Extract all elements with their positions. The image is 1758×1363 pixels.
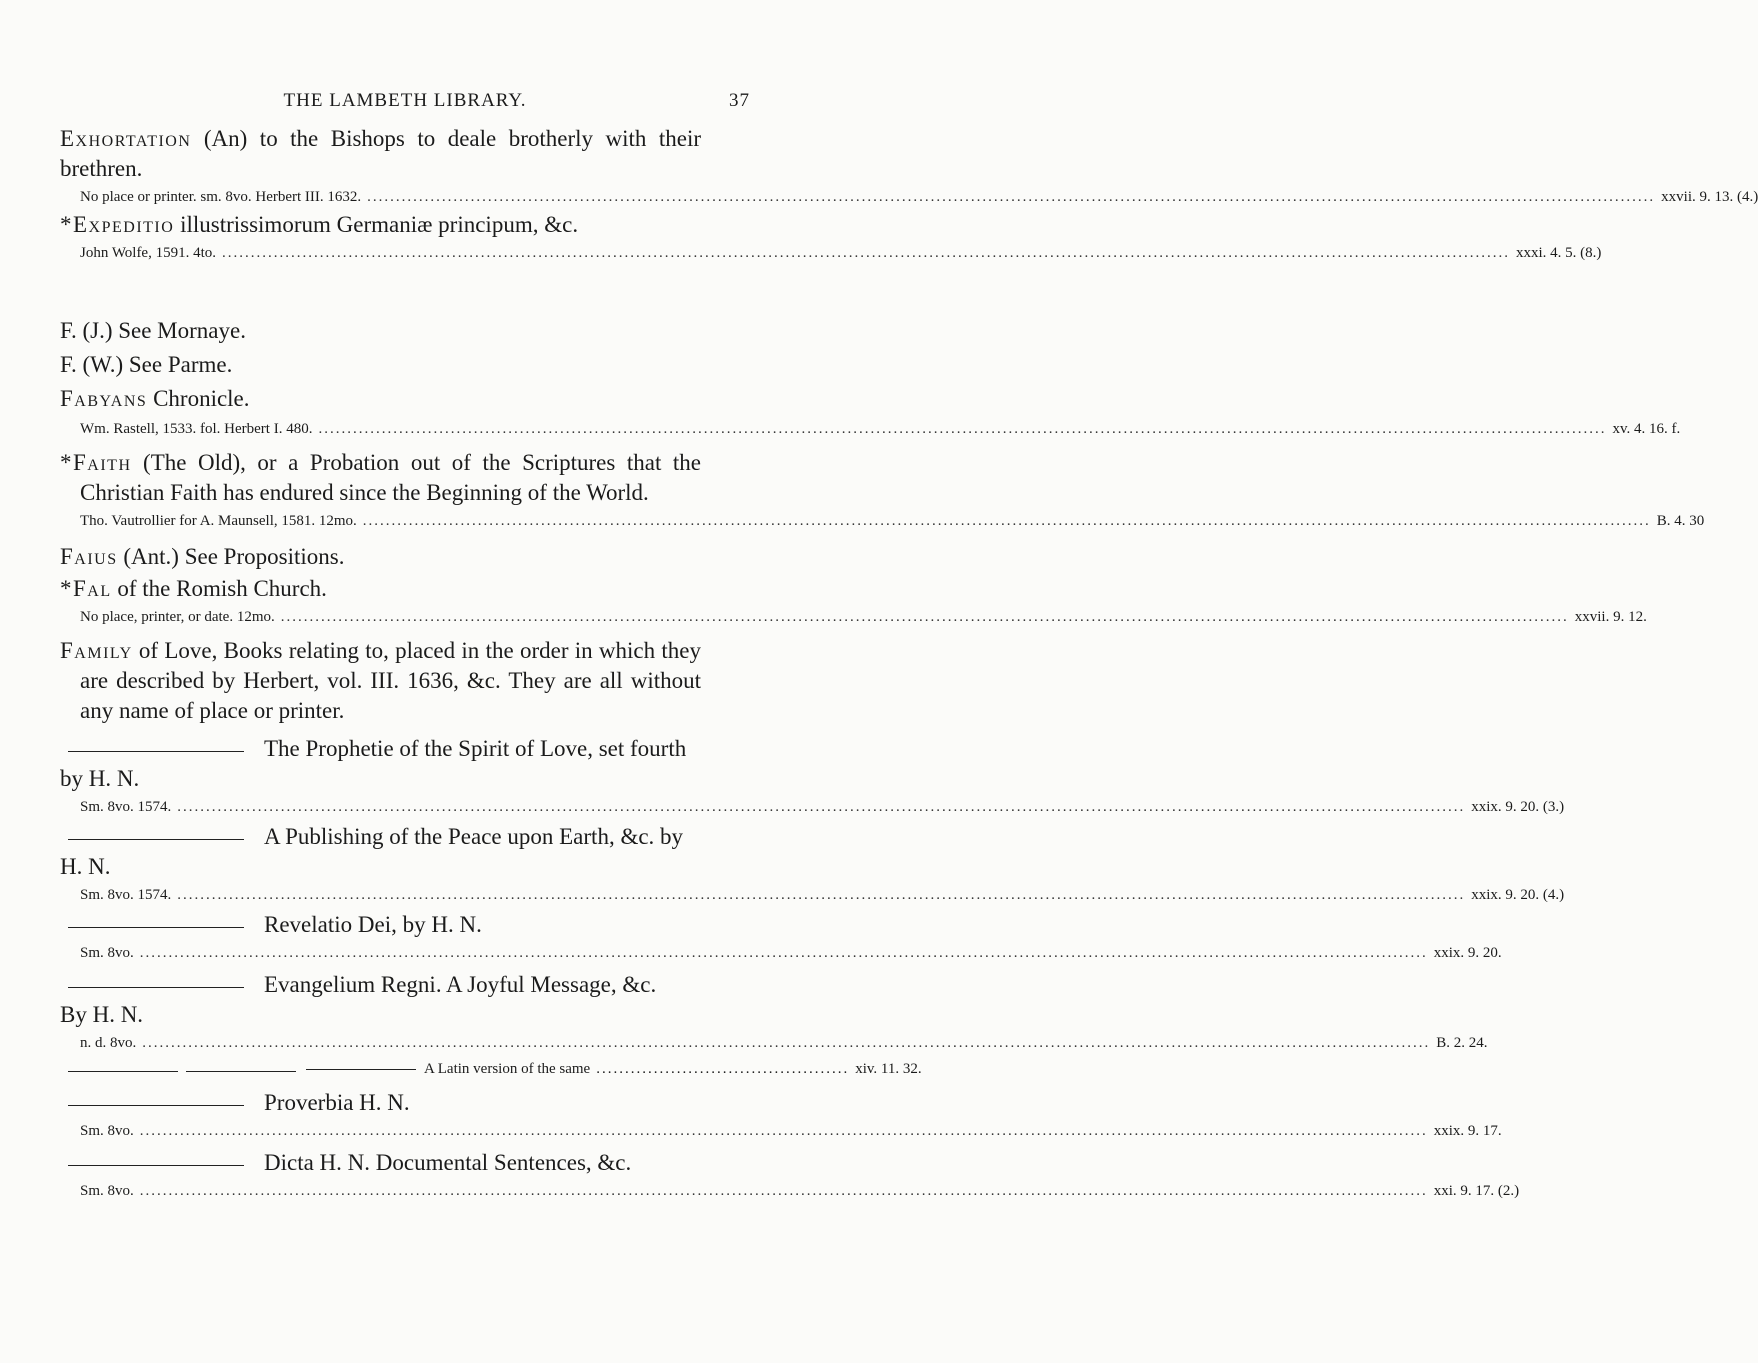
shelf-mark: xxvii. 9. 12.: [1574, 609, 1647, 625]
entry-heading: *Faith: [60, 450, 132, 475]
ditto-rule: [60, 1159, 250, 1171]
page-number: 37: [729, 90, 750, 111]
running-header: [60, 90, 750, 120]
entry-heading: Fabyans: [60, 386, 148, 411]
latin-version-entry: A Latin version of the same ............................................ xiv. 11. 32.: [68, 1056, 701, 1082]
catalogue-entry: [60, 124, 1758, 210]
running-title: THE LAMBETH LIBRARY.: [283, 90, 527, 111]
ditto-rule: [68, 1063, 298, 1073]
entry-title: (Ant.) See Propositions.: [117, 544, 345, 569]
entry-heading: Exhortation: [60, 126, 192, 151]
entry-imprint: No place or printer. sm. 8vo. Herbert III. 1632.: [80, 189, 362, 205]
shelf-mark: xv. 4. 16. f.: [1612, 421, 1681, 437]
catalogue-entry: [60, 574, 1647, 630]
sub-entry-title: The Prophetie of the Spirit of Love, set fourth: [264, 736, 687, 761]
catalogue-entry: [60, 382, 1681, 442]
entry-imprint: Sm. 8vo.: [80, 1123, 134, 1139]
entry-title: (W.) See Parme.: [76, 352, 233, 377]
entry-imprint: Sm. 8vo. 1574.: [80, 887, 172, 903]
sub-entry: [60, 1148, 1520, 1204]
shelf-mark: xxvii. 9. 13. (4.): [1661, 189, 1758, 205]
entry-heading: F.: [60, 352, 77, 377]
sub-entry-title: Revelatio Dei, by H. N.: [264, 912, 482, 937]
ditto-rule: [60, 981, 250, 993]
entry-heading: Family: [60, 638, 133, 663]
sub-entry: [60, 970, 1488, 1056]
catalogue-entry: [60, 540, 701, 574]
shelf-mark: xxix. 9. 20. (3.): [1471, 799, 1565, 815]
shelf-mark: xxix. 9. 20. (4.): [1471, 887, 1565, 903]
ditto-rule: [306, 1069, 416, 1070]
catalogue-body: [60, 124, 1758, 1204]
entry-heading: F.: [60, 318, 77, 343]
shelf-mark: xiv. 11. 32.: [855, 1061, 922, 1077]
entry-imprint: Sm. 8vo. 1574.: [80, 799, 172, 815]
shelf-mark: B. 2. 24.: [1436, 1035, 1488, 1051]
entry-title: A Latin version of the same: [424, 1061, 591, 1077]
entry-title: illustrissimorum Germaniæ principum, &c.: [174, 212, 579, 237]
shelf-mark: xxix. 9. 20.: [1433, 945, 1502, 961]
sub-entry-title: A Publishing of the Peace upon Earth, &c. by: [264, 824, 684, 849]
entry-title: of Love, Books relating to, placed in the order in which they are described by Herbert, vol. III. 1636, &c. They are all without any name of place or printer.: [80, 638, 701, 723]
sub-entry-title-cont: By H. N.: [60, 1002, 144, 1027]
ditto-rule: [60, 921, 250, 933]
sub-entry-title: Evangelium Regni. A Joyful Message, &c.: [264, 972, 657, 997]
entry-title: Chronicle.: [147, 386, 250, 411]
entry-imprint: John Wolfe, 1591. 4to.: [80, 245, 217, 261]
entry-imprint: Sm. 8vo.: [80, 945, 134, 961]
ditto-rule: [60, 833, 250, 845]
sub-entry-title: Proverbia H. N.: [264, 1090, 410, 1115]
entry-title: (J.) See Mornaye.: [76, 318, 246, 343]
entry-title: of the Romish Church.: [111, 576, 327, 601]
entry-imprint: Sm. 8vo.: [80, 1183, 134, 1199]
entry-heading: *Expeditio: [60, 212, 175, 237]
catalogue-entry: [60, 348, 701, 382]
sub-entry: [60, 910, 1502, 966]
catalogue-entry: [60, 448, 1705, 534]
ditto-rule: [60, 1099, 250, 1111]
entry-imprint: Tho. Vautrollier for A. Maunsell, 1581. 12mo.: [80, 513, 357, 529]
entry-imprint: Wm. Rastell, 1533. fol. Herbert I. 480.: [80, 421, 313, 437]
entry-imprint: No place, printer, or date. 12mo.: [80, 609, 275, 625]
sub-entry: [60, 734, 1565, 820]
shelf-mark: xxi. 9. 17. (2.): [1433, 1183, 1520, 1199]
entry-title: (The Old), or a Probation out of the Scriptures that the Christian Faith has endured since the Beginning of the World.: [80, 450, 701, 505]
sub-entry: [60, 1088, 1502, 1144]
sub-entry-title: Dicta H. N. Documental Sentences, &c.: [264, 1150, 632, 1175]
sub-entry-title-cont: by H. N.: [60, 766, 140, 791]
entry-heading: *Fal: [60, 576, 112, 601]
entry-imprint: n. d. 8vo.: [80, 1035, 137, 1051]
shelf-mark: B. 4. 30: [1656, 513, 1705, 529]
catalogue-entry: [60, 314, 701, 348]
sub-entry-title-cont: H. N.: [60, 854, 111, 879]
entry-title: (An) to the Bishops to deale brotherly with their brethren.: [60, 126, 701, 181]
catalogue-entry: [60, 210, 1602, 266]
sub-entry: [60, 822, 1565, 908]
ditto-rule: [60, 745, 250, 757]
entry-heading: Faius: [60, 544, 118, 569]
catalogue-entry: [60, 636, 701, 726]
shelf-mark: xxxi. 4. 5. (8.): [1516, 245, 1602, 261]
shelf-mark: xxix. 9. 17.: [1433, 1123, 1502, 1139]
